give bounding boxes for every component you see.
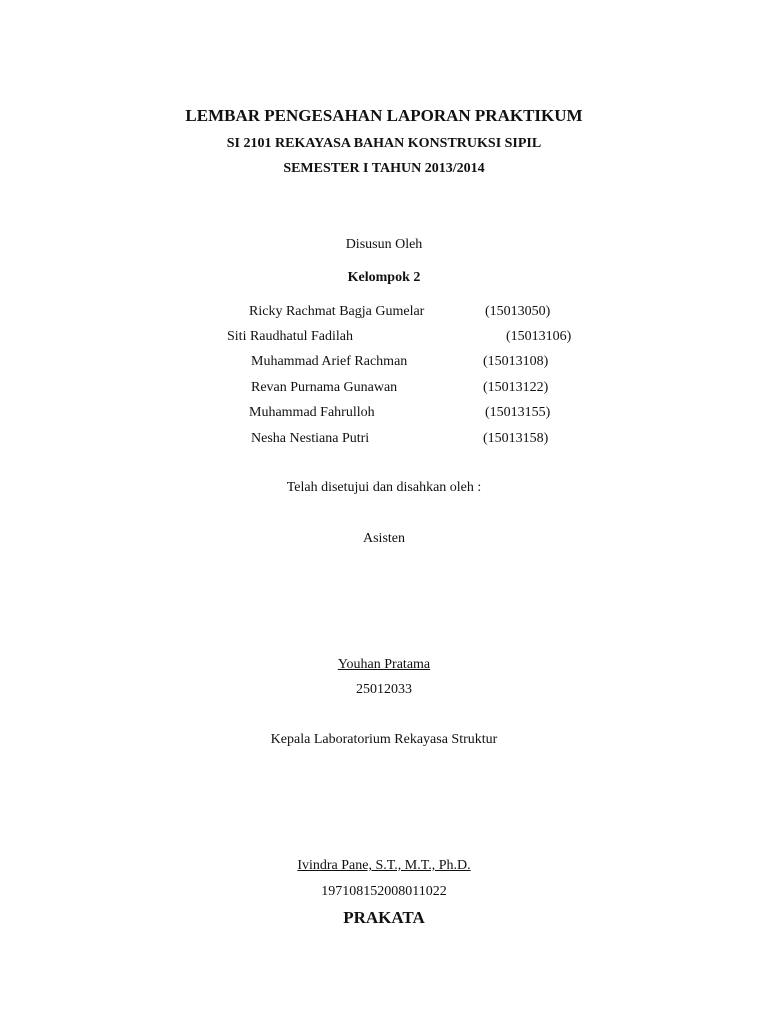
head-role: Kepala Laboratorium Rekayasa Struktur (270, 732, 498, 747)
compiled-by-label: Disusun Oleh (345, 237, 423, 252)
head-id: 197108152008011022 (321, 884, 447, 899)
member-nim: (15013050) (485, 304, 551, 319)
member-nim: (15013122) (483, 380, 549, 395)
member-nim: (15013106) (506, 329, 572, 344)
assistant-signature-name (0, 657, 768, 673)
member-name: Revan Purnama Gunawan (251, 380, 398, 395)
course-title: SI 2101 REKAYASA BAHAN KONSTRUKSI SIPIL (226, 136, 542, 151)
member-name: Muhammad Fahrulloh (249, 405, 375, 420)
member-nim: (15013108) (483, 354, 549, 369)
assistant-role: Asisten (363, 531, 405, 546)
approval-statement: Telah disetujui dan disahkan oleh : (286, 480, 482, 495)
assistant-id: 25012033 (356, 682, 412, 697)
document-title: LEMBAR PENGESAHAN LAPORAN PRAKTIKUM (185, 106, 583, 125)
section-heading-prakata: PRAKATA (343, 908, 425, 927)
member-nim: (15013158) (483, 431, 549, 446)
member-name: Nesha Nestiana Putri (251, 431, 370, 446)
assistant-name: Youhan Pratama (337, 657, 431, 672)
member-name: Muhammad Arief Rachman (251, 354, 408, 369)
semester-title: SEMESTER I TAHUN 2013/2014 (283, 161, 485, 176)
group-label: Kelompok 2 (347, 270, 421, 285)
head-signature-name (0, 858, 768, 874)
member-name: Ricky Rachmat Bagja Gumelar (249, 304, 425, 319)
head-name: Ivindra Pane, S.T., M.T., Ph.D. (297, 858, 471, 873)
member-nim: (15013155) (485, 405, 551, 420)
member-name: Siti Raudhatul Fadilah (227, 329, 353, 344)
